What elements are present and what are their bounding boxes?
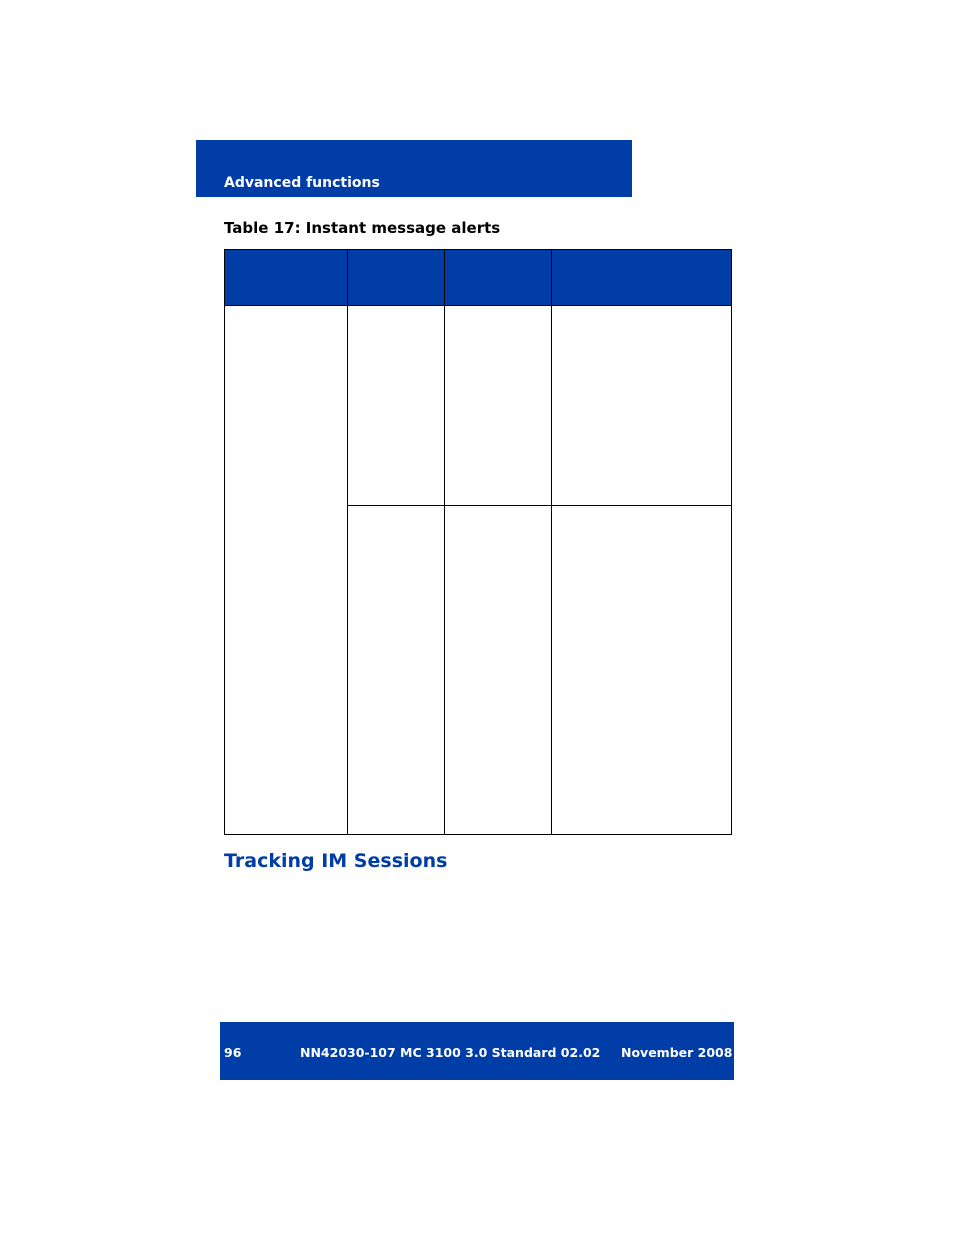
instant-message-alerts-table — [224, 249, 732, 835]
footer-band — [220, 1022, 734, 1080]
header-band — [196, 140, 632, 197]
table-border — [224, 249, 732, 835]
table-caption: Table 17: Instant message alerts — [224, 219, 501, 237]
publication-date: November 2008 — [621, 1045, 733, 1060]
column-divider — [347, 249, 348, 835]
row-divider — [347, 505, 732, 506]
document-id: NN42030-107 MC 3100 3.0 Standard 02.02 — [300, 1045, 601, 1060]
section-title: Advanced functions — [224, 175, 380, 191]
column-divider — [551, 249, 552, 835]
page-number: 96 — [224, 1045, 242, 1060]
header-row-divider — [224, 305, 732, 306]
section-heading: Tracking IM Sessions — [224, 850, 448, 872]
column-divider — [444, 249, 445, 835]
